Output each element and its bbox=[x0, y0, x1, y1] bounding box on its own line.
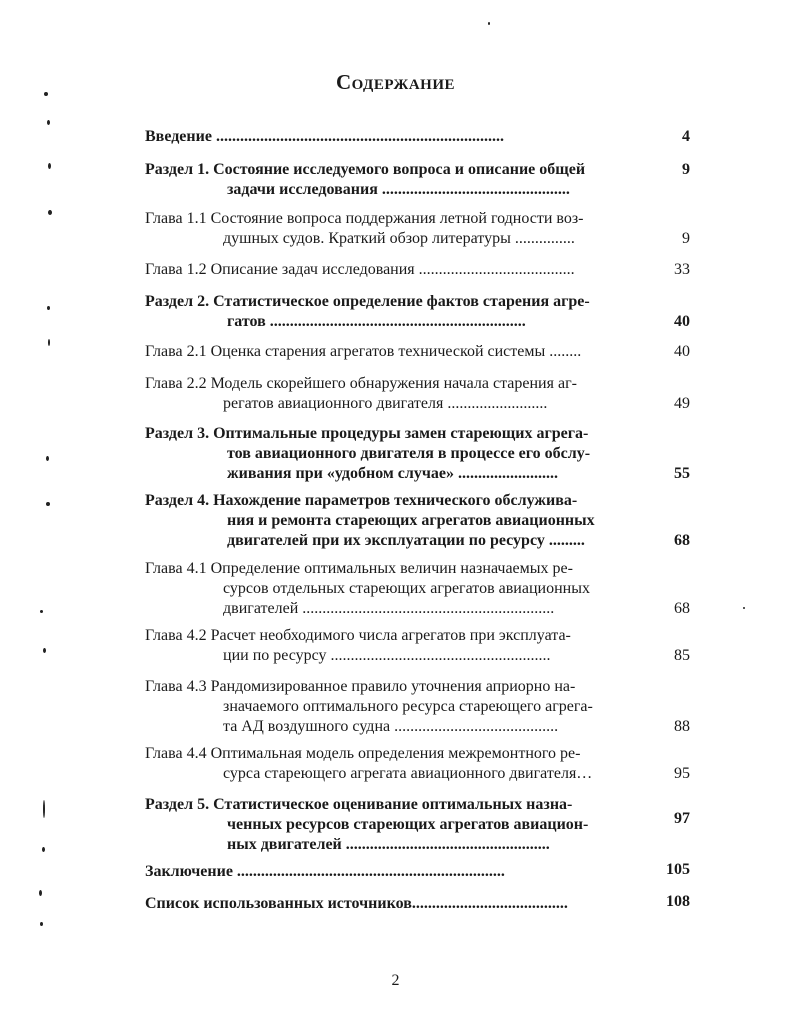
toc-entry-page: 33 bbox=[674, 261, 690, 278]
scan-speck bbox=[43, 800, 45, 818]
toc-entry-page: 49 bbox=[674, 395, 690, 412]
toc-entry-text: задачи исследования ............................................... bbox=[227, 181, 570, 198]
scan-speck bbox=[40, 610, 43, 613]
toc-entry-text: гатов ................................................................ bbox=[227, 313, 526, 330]
scan-speck bbox=[46, 456, 49, 461]
toc-entry-page: 97 bbox=[674, 810, 690, 827]
toc-entry-text: сурсов отдельных стареющих агрегатов авиационных bbox=[223, 580, 590, 597]
toc-entry-text: Раздел 2. Статистическое определение фактов старения агре- bbox=[145, 293, 590, 310]
toc-entry-page: 85 bbox=[674, 647, 690, 664]
toc-entry-page: 55 bbox=[674, 465, 690, 482]
toc-entry-text: Глава 1.1 Состояние вопроса поддержания летной годности воз- bbox=[145, 210, 584, 227]
toc-entry-text: Раздел 4. Нахождение параметров технического обслужива- bbox=[145, 492, 578, 509]
toc-entry-text: ния и ремонта стареющих агрегатов авиационных bbox=[227, 512, 595, 529]
scan-speck bbox=[43, 648, 46, 653]
toc-entry-text: Заключение ................................................................... bbox=[145, 863, 505, 880]
toc-entry-page: 88 bbox=[674, 718, 690, 735]
scan-speck bbox=[743, 607, 745, 609]
toc-entry-page: 4 bbox=[682, 128, 690, 145]
scan-speck bbox=[48, 339, 50, 346]
toc-entry-text: душных судов. Краткий обзор литературы ............... bbox=[223, 230, 575, 247]
scan-speck bbox=[42, 847, 45, 852]
toc-entry-text: Раздел 3. Оптимальные процедуры замен стареющих агрега- bbox=[145, 425, 589, 442]
toc-entry-text: Глава 2.2 Модель скорейшего обнаружения начала старения аг- bbox=[145, 375, 577, 392]
toc-entry-page: 40 bbox=[674, 343, 690, 360]
toc-entry-text: Глава 4.2 Расчет необходимого числа агрегатов при эксплуата- bbox=[145, 627, 571, 644]
toc-entry-text: двигателей при их эксплуатации по ресурсу ......... bbox=[227, 532, 585, 549]
toc-entry-page: 9 bbox=[682, 161, 690, 178]
scan-speck bbox=[47, 306, 50, 310]
toc-entry-text: Глава 4.3 Рандомизированное правило уточнения априорно на- bbox=[145, 678, 576, 695]
toc-entry-text: тов авиационного двигателя в процессе его обслу- bbox=[227, 445, 591, 462]
toc-entry-page: 108 bbox=[666, 893, 690, 910]
toc-entry-text: Список использованных источников....................................... bbox=[145, 895, 568, 912]
toc-entry-text: ции по ресурсу ....................................................... bbox=[223, 647, 551, 664]
page-title: Содержание bbox=[335, 70, 456, 94]
page-number: 2 bbox=[391, 972, 400, 989]
toc-entry-page: 105 bbox=[666, 861, 690, 878]
scan-speck bbox=[488, 22, 490, 25]
toc-entry-text: живания при «удобном случае» ......................... bbox=[227, 465, 558, 482]
toc-entry-page: 95 bbox=[674, 765, 690, 782]
toc-entry-page: 68 bbox=[674, 600, 690, 617]
scan-speck bbox=[40, 922, 43, 926]
scan-speck bbox=[46, 502, 50, 506]
toc-entry-text: регатов авиационного двигателя ......................... bbox=[223, 395, 548, 412]
scan-speck bbox=[47, 120, 50, 125]
toc-entry-text: ных двигателей ................................................... bbox=[227, 836, 550, 853]
scan-speck bbox=[48, 163, 51, 169]
toc-entry-text: Введение ........................................................................ bbox=[145, 128, 504, 145]
toc-entry-text: Глава 4.4 Оптимальная модель определения межремонтного ре- bbox=[145, 745, 581, 762]
toc-entry-page: 40 bbox=[674, 313, 690, 330]
toc-entry-text: Раздел 1. Состояние исследуемого вопроса и описание общей bbox=[145, 161, 586, 178]
toc-entry-text: двигателей ............................................................... bbox=[223, 600, 555, 617]
toc-entry-text: та АД воздушного судна ......................................... bbox=[223, 718, 559, 735]
toc-entry-text: Глава 4.1 Определение оптимальных величин назначаемых ре- bbox=[145, 560, 573, 577]
scan-speck bbox=[39, 890, 42, 896]
toc-entry-text: ченных ресурсов стареющих агрегатов авиацион- bbox=[227, 816, 589, 833]
toc-entry-page: 9 bbox=[682, 230, 690, 247]
toc-entry-text: Глава 2.1 Оценка старения агрегатов технической системы ........ bbox=[145, 343, 582, 360]
toc-entry-text: Глава 1.2 Описание задач исследования ....................................... bbox=[145, 261, 575, 278]
toc-entry-text: Раздел 5. Статистическое оценивание оптимальных назна- bbox=[145, 796, 573, 813]
scan-speck bbox=[48, 210, 52, 215]
scan-speck bbox=[44, 92, 48, 96]
toc-entry-page: 68 bbox=[674, 532, 690, 549]
toc-entry-text: значаемого оптимального ресурса стареющего агрега- bbox=[223, 698, 593, 715]
toc-entry-text: сурса стареющего агрегата авиационного двигателя… bbox=[223, 765, 593, 782]
